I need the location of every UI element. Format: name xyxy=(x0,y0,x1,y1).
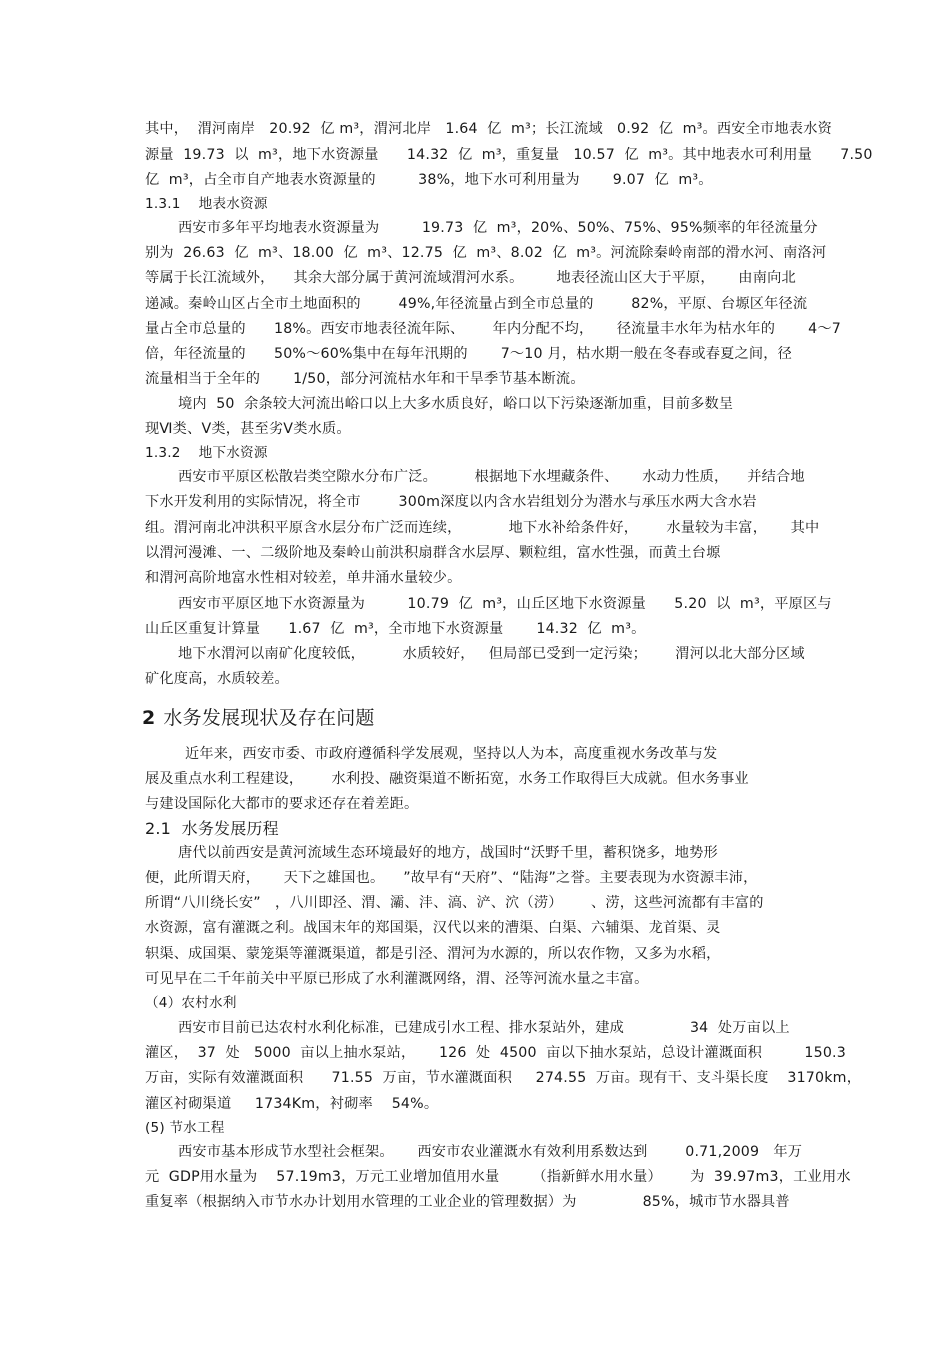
paragraph-line: 展及重点水利工程建设， 水利投、融资渠道不断拓宽，水务工作取得巨大成就。但水务事业 xyxy=(145,771,749,787)
paragraph-line: 西安市平原区松散岩类空隙水分布广泛。 根据地下水埋藏条件、 水动力性质， 并结合地 xyxy=(178,469,805,485)
paragraph-line: 所谓“八川绕长安” ，八川即泾、渭、灞、沣、滈、浐、泬（涝） 、涝，这些河流都有丰富的 xyxy=(145,895,764,911)
chapter-heading xyxy=(142,706,375,730)
paragraph-line: 万亩，实际有效灌溉面积 71.55 万亩，节水灌溉面积 274.55 万亩。现有干、支斗渠长度 3170km， xyxy=(145,1070,862,1086)
paragraph-line: 灌区衬砌渠道 1734Km，衬砌率 54%。 xyxy=(145,1096,439,1112)
paragraph-line: 矿化度高，水质较差。 xyxy=(145,671,289,687)
paragraph-line: 重复率（根据纳入市节水办计划用水管理的工业企业的管理数据）为 85%，城市节水器具普 xyxy=(145,1194,790,1210)
paragraph-line: 递减。秦岭山区占全市土地面积的 49%,年径流量占到全市总量的 82%，平原、台塬区年径流 xyxy=(145,296,808,312)
paragraph-line: 组。渭河南北冲洪积平原含水层分布广泛而连续， 地下水补给条件好， 水量较为丰富， 其中 xyxy=(145,520,820,536)
section-heading-1-3-1: 1.3.1 地表水资源 xyxy=(145,196,268,212)
section-heading-2-1: 2.1 水务发展历程 xyxy=(145,819,279,838)
paragraph-line: 西安市多年平均地表水资源量为 19.73 亿 m³，20%、50%、75%、95%频率的年径流量分 xyxy=(178,220,818,236)
paragraph-line: 和渭河高阶地富水性相对较差，单井涌水量较少。 xyxy=(145,570,462,586)
paragraph-line: 流量相当于全年的 1/50，部分河流枯水年和干旱季节基本断流。 xyxy=(145,371,585,387)
paragraph-line: 源量 19.73 以 m³，地下水资源量 14.32 亿 m³，重复量 10.57 亿 m³。其中地表水可利用量 7.50 xyxy=(145,147,873,163)
paragraph-line: 轵渠、成国渠、蒙笼渠等灌溉渠道，都是引泾、渭河为水源的，所以农作物，又多为水稻， xyxy=(145,946,721,962)
chapter-number: 2 xyxy=(142,707,156,729)
section-heading-water-saving: (5) 节水工程 xyxy=(145,1120,225,1136)
paragraph-line: 其中， 渭河南岸 20.92 亿 m³，渭河北岸 1.64 亿 m³；长江流域 0.92 亿 m³。西安全市地表水资 xyxy=(145,121,832,137)
paragraph-line: 别为 26.63 亿 m³、18.00 亿 m³、12.75 亿 m³、8.02 亿 m³。河流除秦岭南部的滑水河、南洛河 xyxy=(145,245,827,261)
paragraph-line: 地下水渭河以南矿化度较低， 水质较好， 但局部已受到一定污染； 渭河以北大部分区域 xyxy=(178,646,805,662)
paragraph-line: 西安市基本形成节水型社会框架。 西安市农业灌溉水有效利用系数达到 0.71,2009 年万 xyxy=(178,1144,803,1160)
paragraph-line: 亿 m³，占全市自产地表水资源量的 38%，地下水可利用量为 9.07 亿 m³。 xyxy=(145,172,713,188)
paragraph-line: 水资源，富有灌溉之利。战国末年的郑国渠，汉代以来的漕渠、白渠、六辅渠、龙首渠、灵 xyxy=(145,920,721,936)
paragraph-line: 量占全市总量的 18%。西安市地表径流年际、 年内分配不均， 径流量丰水年为枯水年的 4～7 xyxy=(145,321,841,337)
paragraph-line: 下水开发利用的实际情况，将全市 300m深度以内含水岩组划分为潜水与承压水两大含水岩 xyxy=(145,494,757,510)
paragraph-line: 元 GDP用水量为 57.19m3，万元工业增加值用水量 （指新鲜水用水量） 为 39.97m3，工业用水 xyxy=(145,1169,851,1185)
paragraph-line: 等属于长江流域外， 其余大部分属于黄河流域渭河水系。 地表径流山区大于平原， 由南向北 xyxy=(145,270,796,286)
paragraph-line: 以渭河漫滩、一、二级阶地及秦岭山前洪积扇群含水层厚、颗粒组，富水性强，而黄土台塬 xyxy=(145,545,721,561)
paragraph-line: 可见早在二千年前关中平原已形成了水利灌溉网络，渭、泾等河流水量之丰富。 xyxy=(145,971,649,987)
section-heading-rural-water: （4）农村水利 xyxy=(145,995,237,1011)
paragraph-line: 西安市目前已达农村水利化标准，已建成引水工程、排水泵站外，建成 34 处万亩以上 xyxy=(178,1020,790,1036)
paragraph-line: 唐代以前西安是黄河流域生态环境最好的地方，战国时“沃野千里，蓄积饶多，地势形 xyxy=(178,845,718,861)
paragraph-line: 山丘区重复计算量 1.67 亿 m³，全市地下水资源量 14.32 亿 m³。 xyxy=(145,621,646,637)
paragraph-line: 与建设国际化大都市的要求还存在着差距。 xyxy=(145,796,419,812)
paragraph-line: 便，此所谓天府， 天下之雄国也。 ”故早有“天府”、“陆海”之誉。主要表现为水资源丰沛， xyxy=(145,870,758,886)
paragraph-line: 近年来，西安市委、市政府遵循科学发展观，坚持以人为本，高度重视水务改革与发 xyxy=(185,746,718,762)
chapter-title: 水务发展现状及存在问题 xyxy=(163,707,375,729)
paragraph-line: 境内 50 余条较大河流出峪口以上大多水质良好，峪口以下污染逐渐加重，目前多数呈 xyxy=(178,396,734,412)
section-heading-1-3-2: 1.3.2 地下水资源 xyxy=(145,445,268,461)
paragraph-line: 西安市平原区地下水资源量为 10.79 亿 m³，山丘区地下水资源量 5.20 以 m³，平原区与 xyxy=(178,596,832,612)
paragraph-line: 灌区， 37 处 5000 亩以上抽水泵站， 126 处 4500 亩以下抽水泵站，总设计灌溉面积 150.3 xyxy=(145,1045,846,1061)
paragraph-line: 现Ⅵ类、Ⅴ类，甚至劣Ⅴ类水质。 xyxy=(145,421,351,437)
paragraph-line: 倍，年径流量的 50%～60%集中在每年汛期的 7～10 月，枯水期一般在冬春或春夏之间，径 xyxy=(145,346,793,362)
